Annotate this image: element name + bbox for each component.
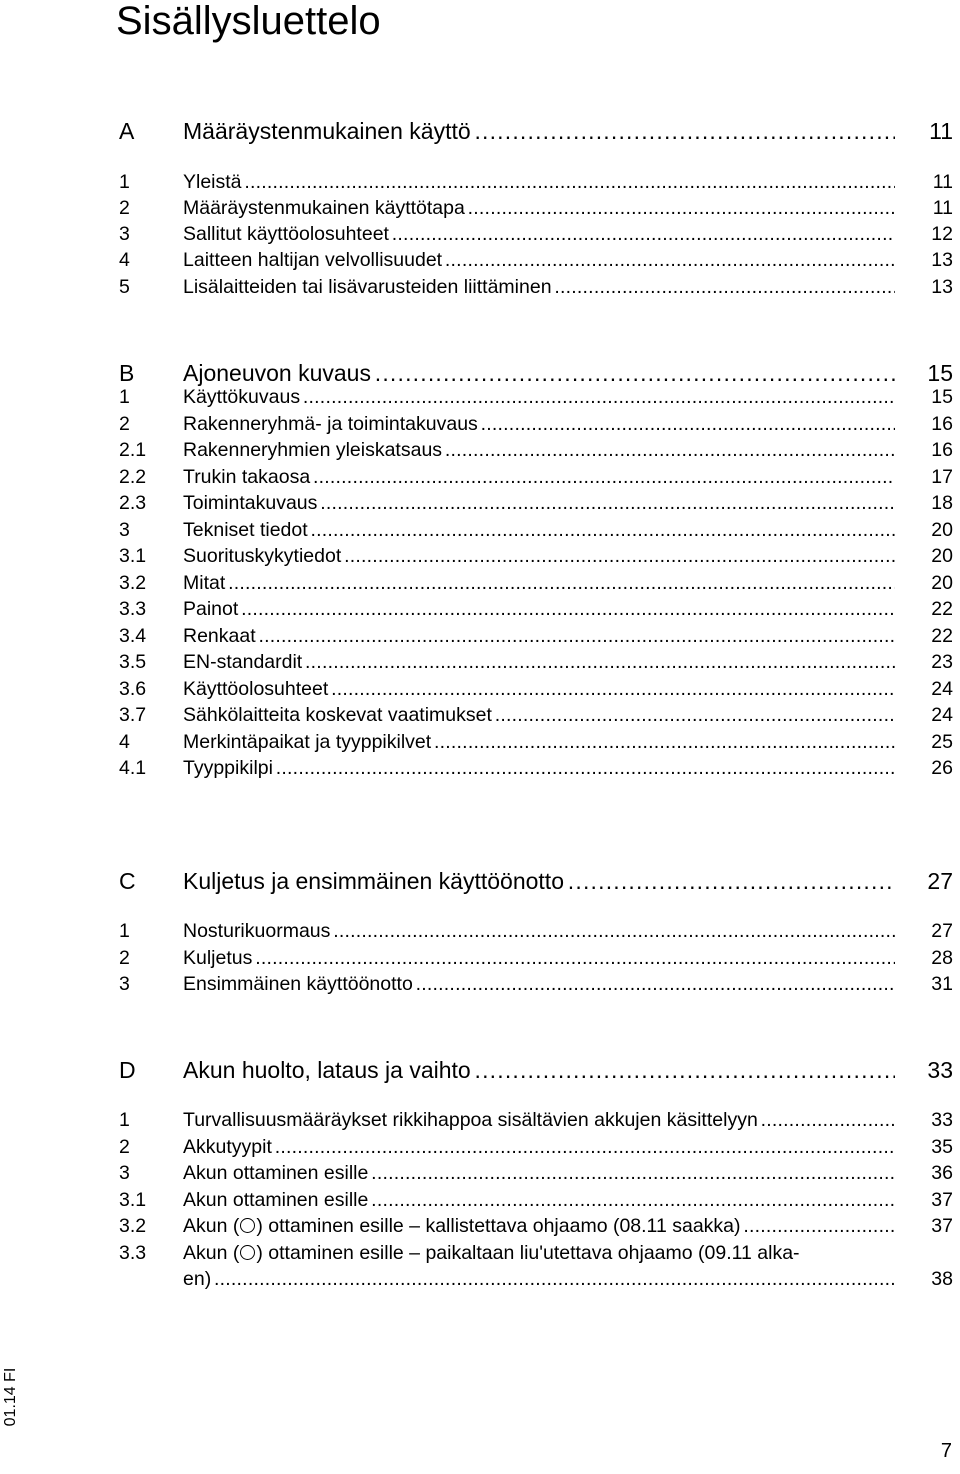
section-letter: C (119, 868, 136, 894)
entry-title: Merkintäpaikat ja tyyppikilvet . . . (183, 729, 895, 756)
entry-number: 2 (119, 1136, 130, 1158)
toc-entry[interactable] (119, 755, 953, 782)
toc-section-a[interactable] (119, 116, 953, 146)
toc-entry[interactable] (119, 1107, 953, 1134)
circle-icon (240, 1218, 255, 1233)
page-ref: 11 (932, 197, 953, 219)
page-ref: 37 (931, 1189, 953, 1211)
entry-title: Rakenneryhmä- ja toimintakuvaus . . . (183, 411, 895, 438)
entry-title-end: ) ottaminen esille – kallistettava ohjaamo (08.11 saakka) (256, 1215, 741, 1237)
entry-number: 3 (119, 973, 130, 995)
page-ref: 11 (932, 171, 953, 193)
section-letter: B (119, 360, 135, 386)
entry-title: EN-standardit . . . (183, 649, 895, 676)
toc-entry[interactable] (119, 437, 953, 464)
entry-number: 1 (119, 386, 130, 408)
entry-title: Toimintakuvaus . . . (183, 490, 895, 517)
entry-number: 3.1 (119, 545, 147, 567)
entry-title: Sallitut käyttöolosuhteet . . . (183, 221, 895, 248)
page-ref: 13 (931, 276, 953, 298)
toc-entry[interactable] (119, 676, 953, 703)
entry-number: 3.6 (119, 678, 147, 700)
toc-entry[interactable] (119, 570, 953, 597)
entry-number: 3 (119, 223, 130, 245)
entry-title: Lisälaitteiden tai lisävarusteiden liittäminen . . . (183, 274, 895, 301)
entry-title: Nosturikuormaus . . . (183, 918, 895, 945)
page-ref: 17 (931, 466, 953, 488)
toc-entry[interactable] (119, 1213, 953, 1240)
entry-number: 3.3 (119, 1242, 147, 1264)
toc-entry-multiline[interactable] (119, 1240, 953, 1267)
entry-number: 2.1 (119, 439, 147, 461)
entry-title-start: Akun ( (183, 1242, 240, 1264)
entry-number: 5 (119, 276, 130, 298)
page-ref: 11 (929, 118, 953, 144)
toc-entry-continuation[interactable] (119, 1266, 953, 1293)
section-title: Akun huolto, lataus ja vaihto . . . (183, 1055, 895, 1085)
toc-entry[interactable] (119, 247, 953, 274)
entry-number: 3 (119, 519, 130, 541)
entry-number: 4 (119, 731, 130, 753)
entry-number: 4 (119, 249, 130, 271)
page-ref: 16 (931, 439, 953, 461)
toc-entry[interactable] (119, 464, 953, 491)
entry-title-end: ) ottaminen esille – paikaltaan liu'utettava ohjaamo (09.11 alka- (256, 1242, 800, 1264)
entry-title-continued: en) . . . (183, 1266, 895, 1293)
entry-number: 3.7 (119, 704, 147, 726)
toc-entry[interactable] (119, 1187, 953, 1214)
toc-section-d[interactable] (119, 1055, 953, 1085)
entry-number: 4.1 (119, 757, 147, 779)
toc-entry[interactable] (119, 971, 953, 998)
page-ref: 27 (931, 920, 953, 942)
section-title: Määräystenmukainen käyttö . . . (183, 116, 895, 146)
toc-entry[interactable] (119, 274, 953, 301)
circle-icon (240, 1245, 255, 1260)
page-ref: 38 (931, 1268, 953, 1290)
page-ref: 22 (931, 598, 953, 620)
toc-entry[interactable] (119, 221, 953, 248)
toc-entry[interactable] (119, 543, 953, 570)
toc-entry[interactable] (119, 411, 953, 438)
page-ref: 16 (931, 413, 953, 435)
entry-number: 2 (119, 197, 130, 219)
page-ref: 20 (931, 545, 953, 567)
section-letter: A (119, 118, 135, 144)
toc-entry[interactable] (119, 195, 953, 222)
page-ref: 25 (931, 731, 953, 753)
entry-title: Tyyppikilpi . . . (183, 755, 895, 782)
entry-number: 3.4 (119, 625, 147, 647)
section-title: Kuljetus ja ensimmäinen käyttöönotto . . . (183, 866, 895, 896)
toc-entry[interactable] (119, 596, 953, 623)
entry-title: Renkaat . . . (183, 623, 895, 650)
entry-number: 2 (119, 947, 130, 969)
entry-number: 3.3 (119, 598, 147, 620)
page-ref: 33 (927, 1057, 953, 1083)
entry-title: Ensimmäinen käyttöönotto . . . (183, 971, 895, 998)
entry-title: Suorituskykytiedot . . . (183, 543, 895, 570)
page-ref: 15 (927, 360, 953, 386)
entry-title: Akkutyypit . . . (183, 1134, 895, 1161)
page-ref: 36 (931, 1162, 953, 1184)
entry-title: Kuljetus . . . (183, 945, 895, 972)
entry-title: Tekniset tiedot . . . (183, 517, 895, 544)
page-ref: 12 (931, 223, 953, 245)
page-ref: 18 (931, 492, 953, 514)
section-title: Ajoneuvon kuvaus . . . (183, 358, 895, 388)
page-number: 7 (940, 1440, 952, 1462)
page-ref: 26 (931, 757, 953, 779)
toc-entry[interactable] (119, 1160, 953, 1187)
toc-entry[interactable] (119, 1134, 953, 1161)
entry-title: Laitteen haltijan velvollisuudet . . . (183, 247, 895, 274)
entry-title: Yleistä . . . (183, 169, 895, 196)
entry-title: Mitat . . . (183, 570, 895, 597)
entry-number: 3.1 (119, 1189, 147, 1211)
page-ref: 28 (931, 947, 953, 969)
entry-title: Trukin takaosa . . . (183, 464, 895, 491)
entry-title: Akun ottaminen esille . . . (183, 1187, 895, 1214)
toc-entry[interactable] (119, 384, 953, 411)
entry-title: Rakenneryhmien yleiskatsaus . . . (183, 437, 895, 464)
toc-entry[interactable] (119, 649, 953, 676)
entry-title-start: Akun ( (183, 1215, 240, 1237)
toc-entry[interactable] (119, 702, 953, 729)
entry-title: Akun ottaminen esille . . . (183, 1160, 895, 1187)
toc-entry[interactable] (119, 490, 953, 517)
page-ref: 24 (931, 678, 953, 700)
entry-number: 1 (119, 920, 130, 942)
entry-title (183, 1240, 800, 1267)
page-title: Sisällysluettelo (116, 0, 381, 43)
entry-title (183, 1213, 895, 1240)
toc-entry[interactable] (119, 918, 953, 945)
entry-number: 3.2 (119, 572, 147, 594)
page-ref: 20 (931, 572, 953, 594)
toc-entry[interactable] (119, 169, 953, 196)
entry-number: 2 (119, 413, 130, 435)
entry-title: Turvallisuusmääräykset rikkihappoa sisältävien akkujen käsittelyyn . . . (183, 1107, 895, 1134)
page-ref: 22 (931, 625, 953, 647)
toc-entry[interactable] (119, 945, 953, 972)
entry-number: 3.2 (119, 1215, 147, 1237)
toc-section-c[interactable] (119, 866, 953, 896)
page-ref: 15 (931, 386, 953, 408)
entry-title: Käyttökuvaus . . . (183, 384, 895, 411)
page-ref: 20 (931, 519, 953, 541)
entry-number: 2.3 (119, 492, 147, 514)
toc-entry[interactable] (119, 729, 953, 756)
entry-number: 3.5 (119, 651, 147, 673)
entry-number: 1 (119, 1109, 130, 1131)
page-ref: 24 (931, 704, 953, 726)
entry-number: 2.2 (119, 466, 147, 488)
entry-number: 1 (119, 171, 130, 193)
page-ref: 27 (927, 868, 953, 894)
page-ref: 31 (931, 973, 953, 995)
toc-entry[interactable] (119, 623, 953, 650)
page-ref: 37 (931, 1215, 953, 1237)
section-letter: D (119, 1057, 136, 1083)
page-ref: 23 (931, 651, 953, 673)
page-ref: 13 (931, 249, 953, 271)
document-code: 01.14 FI (2, 1367, 19, 1427)
toc-entry[interactable] (119, 517, 953, 544)
page-ref: 33 (931, 1109, 953, 1131)
entry-title: Käyttöolosuhteet . . . (183, 676, 895, 703)
page-ref: 35 (931, 1136, 953, 1158)
entry-number: 3 (119, 1162, 130, 1184)
entry-title: Sähkölaitteita koskevat vaatimukset . . . (183, 702, 895, 729)
entry-title: Määräystenmukainen käyttötapa . . . (183, 195, 895, 222)
entry-title: Painot . . . (183, 596, 895, 623)
